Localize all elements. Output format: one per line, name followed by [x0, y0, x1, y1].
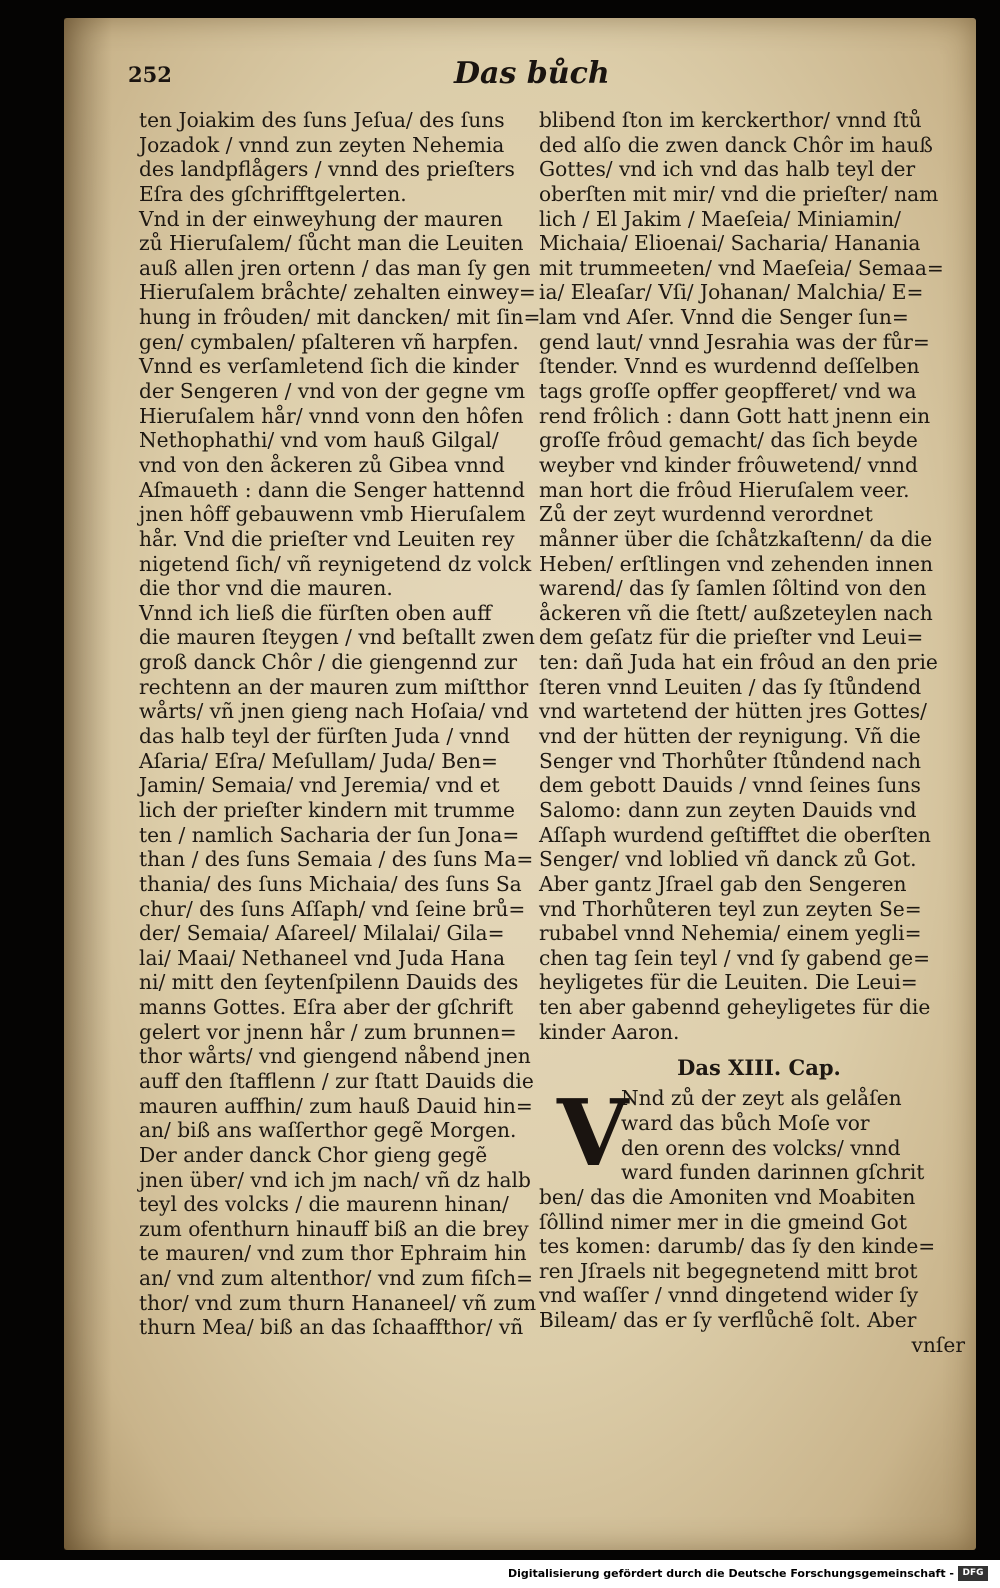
- text-line: warend/ das ſy ſamlen ſôltind von den: [539, 576, 927, 601]
- text-line: kinder Aaron.: [539, 1019, 680, 1044]
- text-line: ten: dañ Juda hat ein frôud an den prie: [539, 650, 938, 675]
- text-line: an/ biß ans waſſerthor gegẽ Morgen.: [139, 1118, 517, 1143]
- dfg-logo: DFG: [958, 1566, 988, 1581]
- text-line: Aſmaueth : dann die Senger hattennd: [139, 477, 525, 502]
- text-line: heyligetes für die Leuiten. Die Leui=: [539, 970, 918, 995]
- text-line: nigetend ſich/ vñ reynigetend dz volck: [139, 551, 532, 576]
- text-line: te mauren/ vnd zum thor Ephraim hin: [139, 1241, 527, 1266]
- text-line: månner über die ſchåtzkaſtenn/ da die: [539, 526, 933, 551]
- text-line: die thor vnd die mauren.: [139, 576, 393, 601]
- text-line: Bileam/ das er ſy verflůchẽ ſolt. Aber: [539, 1308, 917, 1333]
- page-number: 252: [128, 62, 172, 87]
- text-line: mit trummeeten/ vnd Maeſeia/ Semaa=: [539, 255, 944, 280]
- text-line: Hieruſalem bråchte/ zehalten einwey=: [139, 280, 536, 305]
- text-line: lich / El Jakim / Maeſeia/ Miniamin/: [539, 206, 901, 231]
- text-line: thor/ vnd zum thurn Hananeel/ vñ zum: [139, 1290, 537, 1315]
- text-line: tes komen: darumb/ das ſy den kinde=: [539, 1234, 936, 1259]
- text-line: ten / namlich Sacharia der ſun Jona=: [139, 822, 520, 847]
- text-line: rechtenn an der mauren zum miſtthor: [139, 674, 529, 699]
- initial-block: [539, 1079, 979, 1188]
- text-line: rend frôlich : dann Gott hatt jnenn ein: [539, 403, 931, 428]
- text-line: thania/ des ſuns Michaia/ des ſuns Sa: [139, 871, 522, 896]
- text-line: manns Gottes. Eſra aber der gſchrift: [139, 995, 514, 1020]
- text-line: vnd Thorhůteren teyl zun zeyten Se=: [539, 896, 922, 921]
- text-line: rubabel vnnd Nehemia/ einem yegli=: [539, 921, 922, 946]
- text-line: ſôllind nimer mer in die gmeind Got: [539, 1209, 907, 1234]
- text-line: lich der prieſter kindern mit trumme: [139, 797, 515, 822]
- text-line: ſteren vnnd Leuiten / das ſy ſtůndend: [539, 674, 922, 699]
- text-line: Nethophathi/ vnd vom hauß Gilgal/: [139, 428, 499, 453]
- text-line: lai/ Maai/ Nethaneel vnd Juda Hana: [139, 945, 506, 970]
- text-line: oberſten mit mir/ vnd die prieſter/ nam: [539, 181, 939, 206]
- text-line: Salomo: dann zun zeyten Dauids vnd: [539, 797, 917, 822]
- text-line: groß danck Chôr / die giengennd zur: [139, 650, 518, 675]
- text-line: hår. Vnd die prieſter vnd Leuiten rey: [139, 526, 515, 551]
- text-line: Aber gantz Jſrael gab den Sengeren: [539, 871, 907, 896]
- text-line: den orenn des volcks/ vnnd: [621, 1135, 901, 1160]
- right-text-column: [539, 108, 979, 1357]
- text-line: Vnd in der einweyhung der mauren: [139, 206, 503, 231]
- text-line: vnd waſſer / vnnd dingetend wider ſy: [539, 1283, 919, 1308]
- page-gutter-shadow: [64, 18, 112, 1550]
- text-line: Gottes/ vnd ich vnd das halb teyl der: [539, 157, 916, 182]
- text-line: des landpflågers / vnnd des prieſters: [139, 157, 515, 182]
- book-page: [64, 18, 976, 1550]
- drop-cap-initial: V: [557, 1079, 629, 1188]
- text-line: jnen über/ vnd ich jm nach/ vñ dz halb: [139, 1167, 531, 1192]
- text-line: ded alſo die zwen danck Chôr im hauß: [539, 132, 933, 157]
- text-line: Jamin/ Semaia/ vnd Jeremia/ vnd et: [139, 773, 500, 798]
- text-line: jnen hôff gebauwenn vmb Hieruſalem: [139, 502, 526, 527]
- text-line: ten aber gabennd geheyligetes für die: [539, 995, 931, 1020]
- text-line: chur/ des ſuns Aſſaph/ vnd ſeine brů=: [139, 896, 526, 921]
- text-line: vnd wartetend der hütten jres Gottes/: [539, 699, 927, 724]
- text-line: Heben/ erſtlingen vnd zehenden innen: [539, 551, 934, 576]
- text-line: wårts/ vñ jnen gieng nach Hoſaia/ vnd: [139, 699, 529, 724]
- text-line: åckeren vñ die ſtett/ außzeteylen nach: [539, 600, 933, 625]
- text-line: Nnd zů der zeyt als gelåſen: [621, 1086, 902, 1111]
- text-line: auß allen jren ortenn / das man ſy gen: [139, 255, 531, 280]
- text-line: dem gebott Dauids / vnnd ſeines ſuns: [539, 773, 921, 798]
- text-line: Jozadok / vnnd zun zeyten Nehemia: [139, 132, 505, 157]
- text-line: thurn Mea/ biß an das ſchaaffthor/ vñ: [139, 1315, 524, 1340]
- text-line: ward das bůch Moſe vor: [621, 1110, 870, 1135]
- footer-credit-text: Digitalisierung gefördert durch die Deutsche Forschungsgemeinschaft -: [507, 1567, 954, 1580]
- text-line: die mauren ſteygen / vnd beſtallt zwen: [139, 625, 535, 650]
- text-line: auff den ſtafflenn / zur ſtatt Dauids die: [139, 1068, 534, 1093]
- text-line: zum ofenthurn hinauff biß an die brey: [139, 1216, 529, 1241]
- text-line: Der ander danck Chor gieng gegẽ: [139, 1142, 488, 1167]
- text-line: teyl des volcks / die maurenn hinan/: [139, 1192, 509, 1217]
- text-line: ia/ Eleaſar/ Vſi/ Johanan/ Malchia/ E=: [539, 280, 924, 305]
- text-line: zů Hieruſalem/ ſůcht man die Leuiten: [139, 231, 524, 256]
- text-line: man hort die frôud Hieruſalem veer.: [539, 477, 910, 502]
- text-line: vnd von den åckeren zů Gibea vnnd: [139, 452, 505, 477]
- text-line: groſſe frôud gemacht/ das ſich beyde: [539, 428, 918, 453]
- left-text-column: [139, 108, 575, 1340]
- text-line: Vnnd es verſamletend ſich die kinder: [139, 354, 519, 379]
- text-line: Zů der zeyt wurdennd verordnet: [539, 502, 873, 527]
- text-line: vnd der hütten der reynigung. Vñ die: [539, 724, 921, 749]
- text-line: Michaia/ Elioenai/ Sacharia/ Hanania: [539, 231, 921, 256]
- text-line: gend laut/ vnnd Jesrahia was der fůr=: [539, 329, 930, 354]
- text-line: Eſra des gſchrifftgelerten.: [139, 181, 407, 206]
- text-line: gelert vor jnenn hår / zum brunnen=: [139, 1019, 517, 1044]
- text-line: weyber vnd kinder frôuwetend/ vnnd: [539, 452, 918, 477]
- running-head: Das bůch: [454, 56, 610, 91]
- digitization-footer: [0, 1560, 1000, 1588]
- text-line: Vnnd ich ließ die fürſten oben auff: [139, 600, 492, 625]
- text-line: Aſaria/ Eſra/ Meſullam/ Juda/ Ben=: [139, 748, 498, 773]
- text-line: der Sengeren / vnd von der gegne vm: [139, 379, 526, 404]
- text-line: chen tag ſein teyl / vnd ſy gabend ge=: [539, 945, 931, 970]
- text-line: blibend ſton im kerckerthor/ vnnd ſtů: [539, 108, 922, 132]
- text-line: hung in frôuden/ mit dancken/ mit ſin=: [139, 305, 541, 330]
- text-line: mauren auffhin/ zum hauß Dauid hin=: [139, 1093, 533, 1118]
- chapter-heading: Das XIII. Cap.: [677, 1055, 841, 1081]
- text-line: Senger vnd Thorhůter ſtůndend nach: [539, 748, 922, 773]
- text-line: an/ vnd zum altenthor/ vnd zum fiſch=: [139, 1266, 533, 1291]
- text-line: Hieruſalem hår/ vnnd vonn den hôfen: [139, 403, 524, 428]
- text-line: das halb teyl der fürſten Juda / vnnd: [139, 724, 510, 749]
- text-line: ward funden darinnen gſchrit: [621, 1160, 925, 1185]
- catchword: vnſer: [911, 1332, 965, 1357]
- text-line: ben/ das die Amoniten vnd Moabiten: [539, 1184, 916, 1209]
- text-line: than / des ſuns Semaia / des ſuns Ma=: [139, 847, 534, 872]
- text-line: ſtender. Vnnd es wurdennd deſſelben: [539, 354, 920, 379]
- right-column-top-text: [539, 108, 979, 1044]
- right-column-bottom-text: [539, 1185, 979, 1333]
- text-line: tags groſſe opffer geopfferet/ vnd wa: [539, 379, 917, 404]
- text-line: gen/ cymbalen/ pſalteren vñ harpfen.: [139, 329, 519, 354]
- text-line: Aſſaph wurdend geſtifftet die oberſten: [539, 822, 931, 847]
- text-line: dem geſatz für die prieſter vnd Leui=: [539, 625, 924, 650]
- text-line: Senger/ vnd loblied vñ danck zů Got.: [539, 847, 917, 872]
- text-line: der/ Semaia/ Aſareel/ Milalai/ Gila=: [139, 921, 505, 946]
- text-line: ni/ mitt den ſeytenſpilenn Dauids des: [139, 970, 519, 995]
- text-line: lam vnd Aſer. Vnnd die Senger ſun=: [539, 305, 909, 330]
- text-line: ten Joiakim des ſuns Jeſua/ des ſuns: [139, 108, 505, 132]
- text-line: thor wårts/ vnd giengend nåbend jnen: [139, 1044, 531, 1069]
- text-line: ren Jſraels nit begegnetend mitt brot: [539, 1258, 918, 1283]
